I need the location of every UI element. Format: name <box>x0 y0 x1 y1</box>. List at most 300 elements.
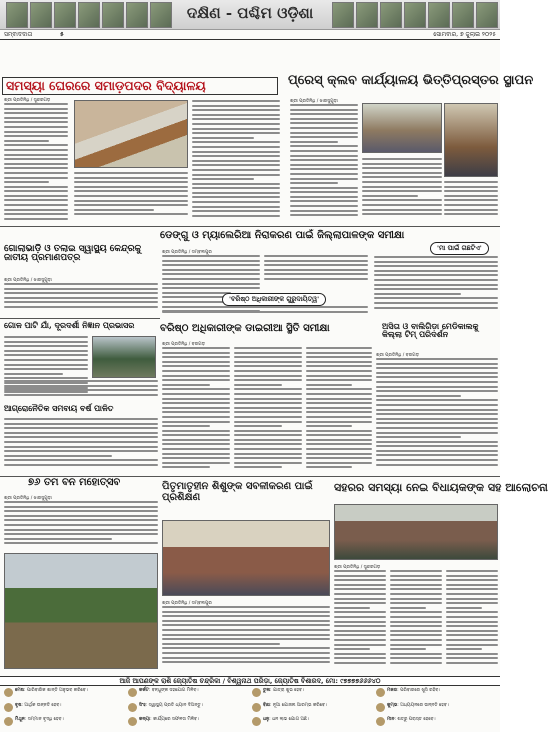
rashi-entry: କର୍କଟ: ବନ୍ଧୁଙ୍କ ସହଯୋଗ ମିଳିବ। <box>128 688 248 702</box>
text-line <box>306 393 372 395</box>
text-line <box>234 375 302 377</box>
section-divider <box>0 226 500 227</box>
text-line <box>446 653 498 655</box>
text-line <box>4 288 158 290</box>
text-line <box>234 370 302 372</box>
text-line <box>234 398 302 400</box>
text-line <box>234 379 302 381</box>
text-line <box>162 352 230 354</box>
text-line <box>446 570 498 572</box>
text-line <box>362 190 442 192</box>
text-line <box>234 384 282 386</box>
text-line <box>4 364 88 366</box>
text-line <box>192 105 280 107</box>
text-line <box>162 347 230 349</box>
text-line <box>390 639 442 641</box>
text-line <box>446 579 498 581</box>
rashi-entry: ତୁଳା: ଯାତ୍ରା ଶୁଭ ହେବ। <box>252 688 372 702</box>
headline-diarrhoea-review: ବରିଷ୍ଠ ଅଧିକାରୀଙ୍କ ଡାଇରୀଆ ସ୍ଥିତି ସମୀକ୍ଷା <box>160 323 330 334</box>
text-line <box>290 141 338 143</box>
text-line <box>234 365 302 367</box>
text-line <box>290 145 358 147</box>
article-body <box>4 103 68 223</box>
text-line <box>374 279 498 281</box>
text-line <box>162 430 230 432</box>
text-line <box>4 368 88 370</box>
text-line <box>390 611 442 613</box>
rashi-text: ଯାତ୍ରା ଶୁଭ ହେବ। <box>272 688 305 693</box>
rashi-text: ପରିବାରରେ ଖୁସି ରହିବ। <box>400 688 441 693</box>
text-line <box>192 201 280 203</box>
headline-school-problem: ସମସ୍ୟା ଘେରରେ ସମାଡ଼ପଦର ବିଦ୍ୟାଳୟ <box>2 77 278 95</box>
press-club-photo-1 <box>362 103 442 153</box>
text-line <box>74 190 188 192</box>
text-line <box>234 388 302 390</box>
text-line <box>162 407 230 409</box>
text-line <box>74 209 154 211</box>
text-line <box>234 421 302 423</box>
text-line <box>334 653 386 655</box>
text-line <box>4 354 88 356</box>
text-line <box>74 181 188 183</box>
text-line <box>4 336 88 338</box>
headline-dengue-malaria: ଡେଙ୍ଗୁ ଓ ମ୍ୟାଲେରିଆ ନିରାକରଣ ପାଇଁ ଜିଲ୍ଲାପାଳଙ୍କ ସମୀକ୍ଷା <box>160 230 405 241</box>
text-line <box>234 430 302 432</box>
text-line <box>162 393 230 395</box>
text-line <box>390 657 442 659</box>
text-line <box>192 174 280 176</box>
text-line <box>306 453 372 455</box>
article-body <box>162 306 368 318</box>
text-line <box>162 287 260 289</box>
horoscope-grid <box>0 686 500 732</box>
text-line <box>446 593 498 595</box>
text-line <box>376 395 461 397</box>
text-line <box>306 361 372 363</box>
text-line <box>74 177 188 179</box>
masthead-photo <box>126 2 148 28</box>
headline-gola-pati: ଗୋଳ ପାଟି ଯାଁ, ଦୂରଦର୍ଶୀ ନିଜ୍ଞାନ ପ୍ରଭାସର <box>4 320 135 330</box>
text-line <box>4 436 158 438</box>
text-line <box>376 367 498 369</box>
text-line <box>306 384 352 386</box>
text-line <box>376 409 498 411</box>
text-line <box>444 186 498 188</box>
text-line <box>376 418 498 420</box>
text-line <box>4 140 49 142</box>
text-line <box>362 158 442 160</box>
text-line <box>290 200 358 202</box>
issue-date: ସୋମବାର, ୭ ଜୁଲାଇ ୨୦୨୫ <box>433 31 496 38</box>
text-line <box>234 443 302 445</box>
article-body <box>374 256 498 314</box>
text-line <box>306 370 372 372</box>
text-line <box>4 524 158 526</box>
text-line <box>162 402 230 404</box>
zodiac-icon <box>128 688 137 697</box>
press-club-photo-2 <box>444 103 498 177</box>
text-line <box>74 172 188 174</box>
text-line <box>334 634 386 636</box>
text-line <box>162 292 231 294</box>
text-line <box>376 441 498 443</box>
masthead-photo <box>356 2 378 28</box>
article-body <box>264 255 368 285</box>
rashi-name: ବିଛା <box>263 702 270 708</box>
text-line <box>234 352 302 354</box>
text-line <box>192 151 280 153</box>
rashi-text: ଅଧ୍ୟୟନରେ ଉନ୍ନତି ହେବ। <box>400 702 449 708</box>
pull-quote-tree-for-mother: 'ମା ପାଇଁ ଗଛଟିଏ' <box>430 242 489 255</box>
text-line <box>306 356 372 358</box>
text-line <box>4 418 158 420</box>
text-line <box>444 190 498 192</box>
text-line <box>444 209 498 211</box>
article-body <box>334 570 386 670</box>
text-line <box>306 462 372 464</box>
text-line <box>162 311 368 313</box>
text-line <box>290 182 338 184</box>
headline-forest-festival: ୭୬ ତମ ବନ ମହୋତ୍ସବ <box>28 477 121 488</box>
byline: ଶ୍ରୀ ପ୍ରତିନିଧି / ସୁନ୍ଦରଗଡ଼ <box>334 565 381 570</box>
text-line <box>234 453 302 455</box>
text-line <box>234 416 302 418</box>
text-line <box>4 112 68 114</box>
text-line <box>376 422 498 424</box>
text-line <box>4 186 68 188</box>
text-line <box>390 575 442 577</box>
text-line <box>362 167 442 169</box>
text-line <box>192 196 280 198</box>
text-line <box>374 274 498 276</box>
text-line <box>362 176 442 178</box>
rashi-text: ସମ୍ମାନ ବୃଦ୍ଧି ହେବ। <box>27 717 64 722</box>
zodiac-icon <box>128 703 137 712</box>
article-body <box>390 570 442 670</box>
text-line <box>4 501 158 503</box>
masthead-photo <box>30 2 52 28</box>
text-line <box>234 393 302 395</box>
text-line <box>4 427 158 429</box>
text-line <box>162 416 230 418</box>
rashi-name: ମକର <box>387 688 398 693</box>
text-line <box>162 375 230 377</box>
text-line <box>390 634 442 636</box>
text-line <box>4 459 158 461</box>
article-body <box>162 347 230 473</box>
text-line <box>74 186 188 188</box>
text-line <box>162 606 330 608</box>
text-line <box>306 407 372 409</box>
text-line <box>162 434 230 436</box>
text-line <box>362 181 442 183</box>
text-line <box>290 109 358 111</box>
rashi-entry: ମେଷ: ପାରିବାରିକ ଶାନ୍ତି ଅନୁଭବ କରିବେ। <box>4 688 124 702</box>
rashi-text: ଆର୍ଥିକ ଉନ୍ନତି ହେବ। <box>24 702 62 708</box>
text-line <box>4 204 68 206</box>
text-line <box>264 260 368 262</box>
rashi-name: କନ୍ୟା <box>139 717 151 722</box>
text-line <box>290 155 358 157</box>
text-line <box>290 196 358 198</box>
text-line <box>162 361 230 363</box>
text-line <box>290 104 358 106</box>
text-line <box>264 255 368 257</box>
text-line <box>376 363 498 365</box>
zodiac-icon <box>252 688 261 697</box>
text-line <box>290 191 358 193</box>
text-line <box>374 256 498 258</box>
article-body <box>4 501 158 549</box>
rashi-entry: ବିଛା: ନୂଆ ଯୋଜନା ଆରମ୍ଭ କରିବେ। <box>252 703 372 717</box>
text-line <box>162 356 230 358</box>
text-line <box>4 108 68 110</box>
text-line <box>162 255 260 257</box>
section-title: ଦକ୍ଷିଣ - ପଶ୍ଚିମ ଓଡ଼ିଶା <box>186 4 314 22</box>
rashi-text: ଧନ ଲାଭ ଯୋଗ ଅଛି। <box>272 717 309 722</box>
text-line <box>192 128 280 130</box>
text-line <box>306 439 372 441</box>
text-line <box>306 421 372 423</box>
text-line <box>362 199 442 201</box>
text-line <box>162 462 230 464</box>
text-line <box>234 347 302 349</box>
text-line <box>4 306 158 308</box>
text-line <box>390 653 442 655</box>
text-line <box>192 187 280 189</box>
text-line <box>306 466 352 468</box>
text-line <box>162 306 368 308</box>
text-line <box>4 218 68 220</box>
text-line <box>192 123 280 125</box>
text-line <box>306 347 372 349</box>
text-line <box>306 365 372 367</box>
text-line <box>162 264 260 266</box>
text-line <box>334 648 370 650</box>
text-line <box>334 630 386 632</box>
text-line <box>4 432 158 434</box>
text-line <box>362 213 442 215</box>
text-line <box>446 625 498 627</box>
masthead-photo <box>452 2 474 28</box>
text-line <box>290 187 358 189</box>
text-line <box>234 411 302 413</box>
text-line <box>162 398 230 400</box>
pull-quote-senior-officers: 'ବରିଷ୍ଠ ଅଧିକାରୀଙ୍କ ଗୁରୁଦାୟିତ୍ୱ' <box>222 293 326 306</box>
text-line <box>306 352 372 354</box>
text-line <box>162 647 330 649</box>
text-line <box>290 210 358 212</box>
text-line <box>374 284 498 286</box>
text-line <box>264 278 368 280</box>
text-line <box>162 453 230 455</box>
text-line <box>4 394 158 396</box>
text-line <box>4 373 63 375</box>
text-line <box>362 186 442 188</box>
text-line <box>444 213 498 215</box>
text-line <box>376 399 498 401</box>
text-line <box>362 195 418 197</box>
article-body <box>446 570 498 670</box>
text-line <box>4 515 158 517</box>
text-line <box>4 154 68 156</box>
text-line <box>4 542 158 544</box>
text-line <box>446 648 482 650</box>
text-line <box>306 430 372 432</box>
text-line <box>290 132 358 134</box>
zodiac-icon <box>252 717 261 726</box>
text-line <box>162 269 260 271</box>
horoscope-banner: ଆଜି ଆପଣଙ୍କ ରାଶି ଜ୍ୟୋତିଷ ଚନ୍ଦ୍ରିକା / ବିଶ୍ୱନାଥ ପରିଡ଼ା, ଜ୍ୟୋତିଷ ବିଶାରଦ, ମୋ: ୯୭୭୭୭୬୬୬୪୦ <box>0 676 500 686</box>
article-body <box>376 358 498 472</box>
text-line <box>162 411 230 413</box>
rashi-entry: କନ୍ୟା: କାର୍ଯ୍ୟରେ ସଫଳତା ମିଳିବ। <box>128 717 248 731</box>
text-line <box>162 384 210 386</box>
text-line <box>162 379 230 381</box>
text-line <box>446 575 498 577</box>
rashi-entry: କୁମ୍ଭ: ଅଧ୍ୟୟନରେ ଉନ୍ନତି ହେବ। <box>376 703 496 717</box>
text-line <box>290 164 358 166</box>
headline-press-club: ପ୍ରେସ୍ କ୍ଲବ କାର୍ଯ୍ୟାଳୟ ଭିତ୍ତିପ୍ରସ୍ତର ସ୍ଥାପନ <box>288 73 534 88</box>
rashi-text: ନୂଆ ଯୋଜନା ଆରମ୍ଭ କରିବେ। <box>272 702 328 708</box>
rashi-text: ସ୍ୱାସ୍ଥ୍ୟ ପ୍ରତି ଧ୍ୟାନ ଦିଅନ୍ତୁ। <box>148 702 203 708</box>
page-number: ୫ <box>60 31 64 38</box>
text-line <box>4 126 68 128</box>
text-line <box>74 200 188 202</box>
text-line <box>234 462 302 464</box>
text-line <box>234 448 302 450</box>
text-line <box>374 293 461 295</box>
text-line <box>192 192 280 194</box>
text-line <box>376 358 498 360</box>
text-line <box>264 264 368 266</box>
text-line <box>4 135 68 137</box>
rashi-name: ମେଷ <box>15 688 24 693</box>
text-line <box>4 117 68 119</box>
text-line <box>390 648 426 650</box>
text-line <box>446 630 498 632</box>
masthead-photo <box>404 2 426 28</box>
text-line <box>376 427 498 429</box>
text-line <box>4 385 158 387</box>
text-line <box>290 173 358 175</box>
rashi-name: କର୍କଟ <box>139 688 149 693</box>
headline-health-centre: ଗୋଲାଭାଡ଼ି ଓ ତଲାଇ ସ୍ୱାସ୍ଥ୍ୟ କେନ୍ଦ୍ରକୁ ଜାତୀୟ ପ୍ରମାଣପତ୍ର <box>4 244 142 264</box>
text-line <box>390 621 442 623</box>
text-line <box>4 446 158 448</box>
text-line <box>444 199 498 201</box>
text-line <box>4 213 68 215</box>
text-line <box>4 283 158 285</box>
byline: ଶ୍ରୀ ପ୍ରତିନିଧି / ସମ୍ବଲପୁର <box>162 601 212 606</box>
text-line <box>4 144 68 146</box>
text-line <box>162 466 210 468</box>
text-line <box>4 350 88 352</box>
school-photo <box>74 100 188 168</box>
text-line <box>192 206 280 208</box>
text-line <box>306 379 372 381</box>
rashi-name: ମିଥୁନ <box>15 717 25 722</box>
text-line <box>4 529 158 531</box>
text-line <box>234 457 302 459</box>
text-line <box>264 273 368 275</box>
text-line <box>334 616 386 618</box>
zodiac-icon <box>252 703 261 712</box>
text-line <box>4 345 88 347</box>
text-line <box>446 602 498 604</box>
text-line <box>192 132 280 134</box>
headline-orphan-training: ପିତୃମାତୃହୀନ ଶିଶୁଙ୍କ ସବଳୀକରଣ ପାଇଁ ପ୍ରଶିକ୍ଷଣ <box>162 481 313 503</box>
text-line <box>334 579 386 581</box>
masthead-photo-strip-right <box>332 2 498 28</box>
text-line <box>444 204 498 206</box>
text-line <box>192 141 280 143</box>
masthead-photo <box>150 2 172 28</box>
text-line <box>162 278 260 280</box>
text-line <box>290 214 358 216</box>
article-body <box>234 347 302 473</box>
text-line <box>376 454 498 456</box>
masthead <box>0 0 500 30</box>
text-line <box>4 195 68 197</box>
text-line <box>376 459 498 461</box>
text-line <box>390 607 426 609</box>
text-line <box>390 570 442 572</box>
text-line <box>264 269 368 271</box>
text-line <box>74 204 188 206</box>
rashi-entry: ମକର: ପରିବାରରେ ଖୁସି ରହିବ। <box>376 688 496 702</box>
zodiac-icon <box>376 717 385 726</box>
text-line <box>162 634 330 636</box>
text-line <box>446 598 498 600</box>
text-line <box>374 261 498 263</box>
text-line <box>306 443 372 445</box>
text-line <box>192 109 280 111</box>
text-line <box>192 178 254 180</box>
text-line <box>162 425 210 427</box>
text-line <box>334 584 386 586</box>
text-line <box>334 611 386 613</box>
text-line <box>192 210 280 212</box>
text-line <box>376 404 498 406</box>
masthead-photo <box>428 2 450 28</box>
text-line <box>192 169 280 171</box>
text-line <box>306 434 372 436</box>
text-line <box>376 381 498 383</box>
text-line <box>162 448 230 450</box>
text-line <box>4 181 49 183</box>
text-line <box>290 118 358 120</box>
text-line <box>4 389 158 391</box>
text-line <box>4 199 68 201</box>
article-body <box>4 380 158 400</box>
zodiac-icon <box>4 703 13 712</box>
text-line <box>290 113 358 115</box>
text-line <box>4 506 158 508</box>
masthead-photo <box>54 2 76 28</box>
rashi-entry: ମିଥୁନ: ସମ୍ମାନ ବୃଦ୍ଧି ହେବ। <box>4 717 124 731</box>
text-line <box>162 624 330 626</box>
text-line <box>290 178 358 180</box>
rashi-name: ବୃଷ <box>15 702 22 708</box>
rashi-text: ପାରିବାରିକ ଶାନ୍ତି ଅନୁଭବ କରିବେ। <box>26 688 88 693</box>
rashi-entry: ବୃଷ: ଆର୍ଥିକ ଉନ୍ନତି ହେବ। <box>4 703 124 717</box>
text-line <box>446 621 498 623</box>
meeting-photo <box>334 504 498 560</box>
text-line <box>4 450 158 452</box>
text-line <box>390 579 442 581</box>
article-body <box>362 158 442 222</box>
